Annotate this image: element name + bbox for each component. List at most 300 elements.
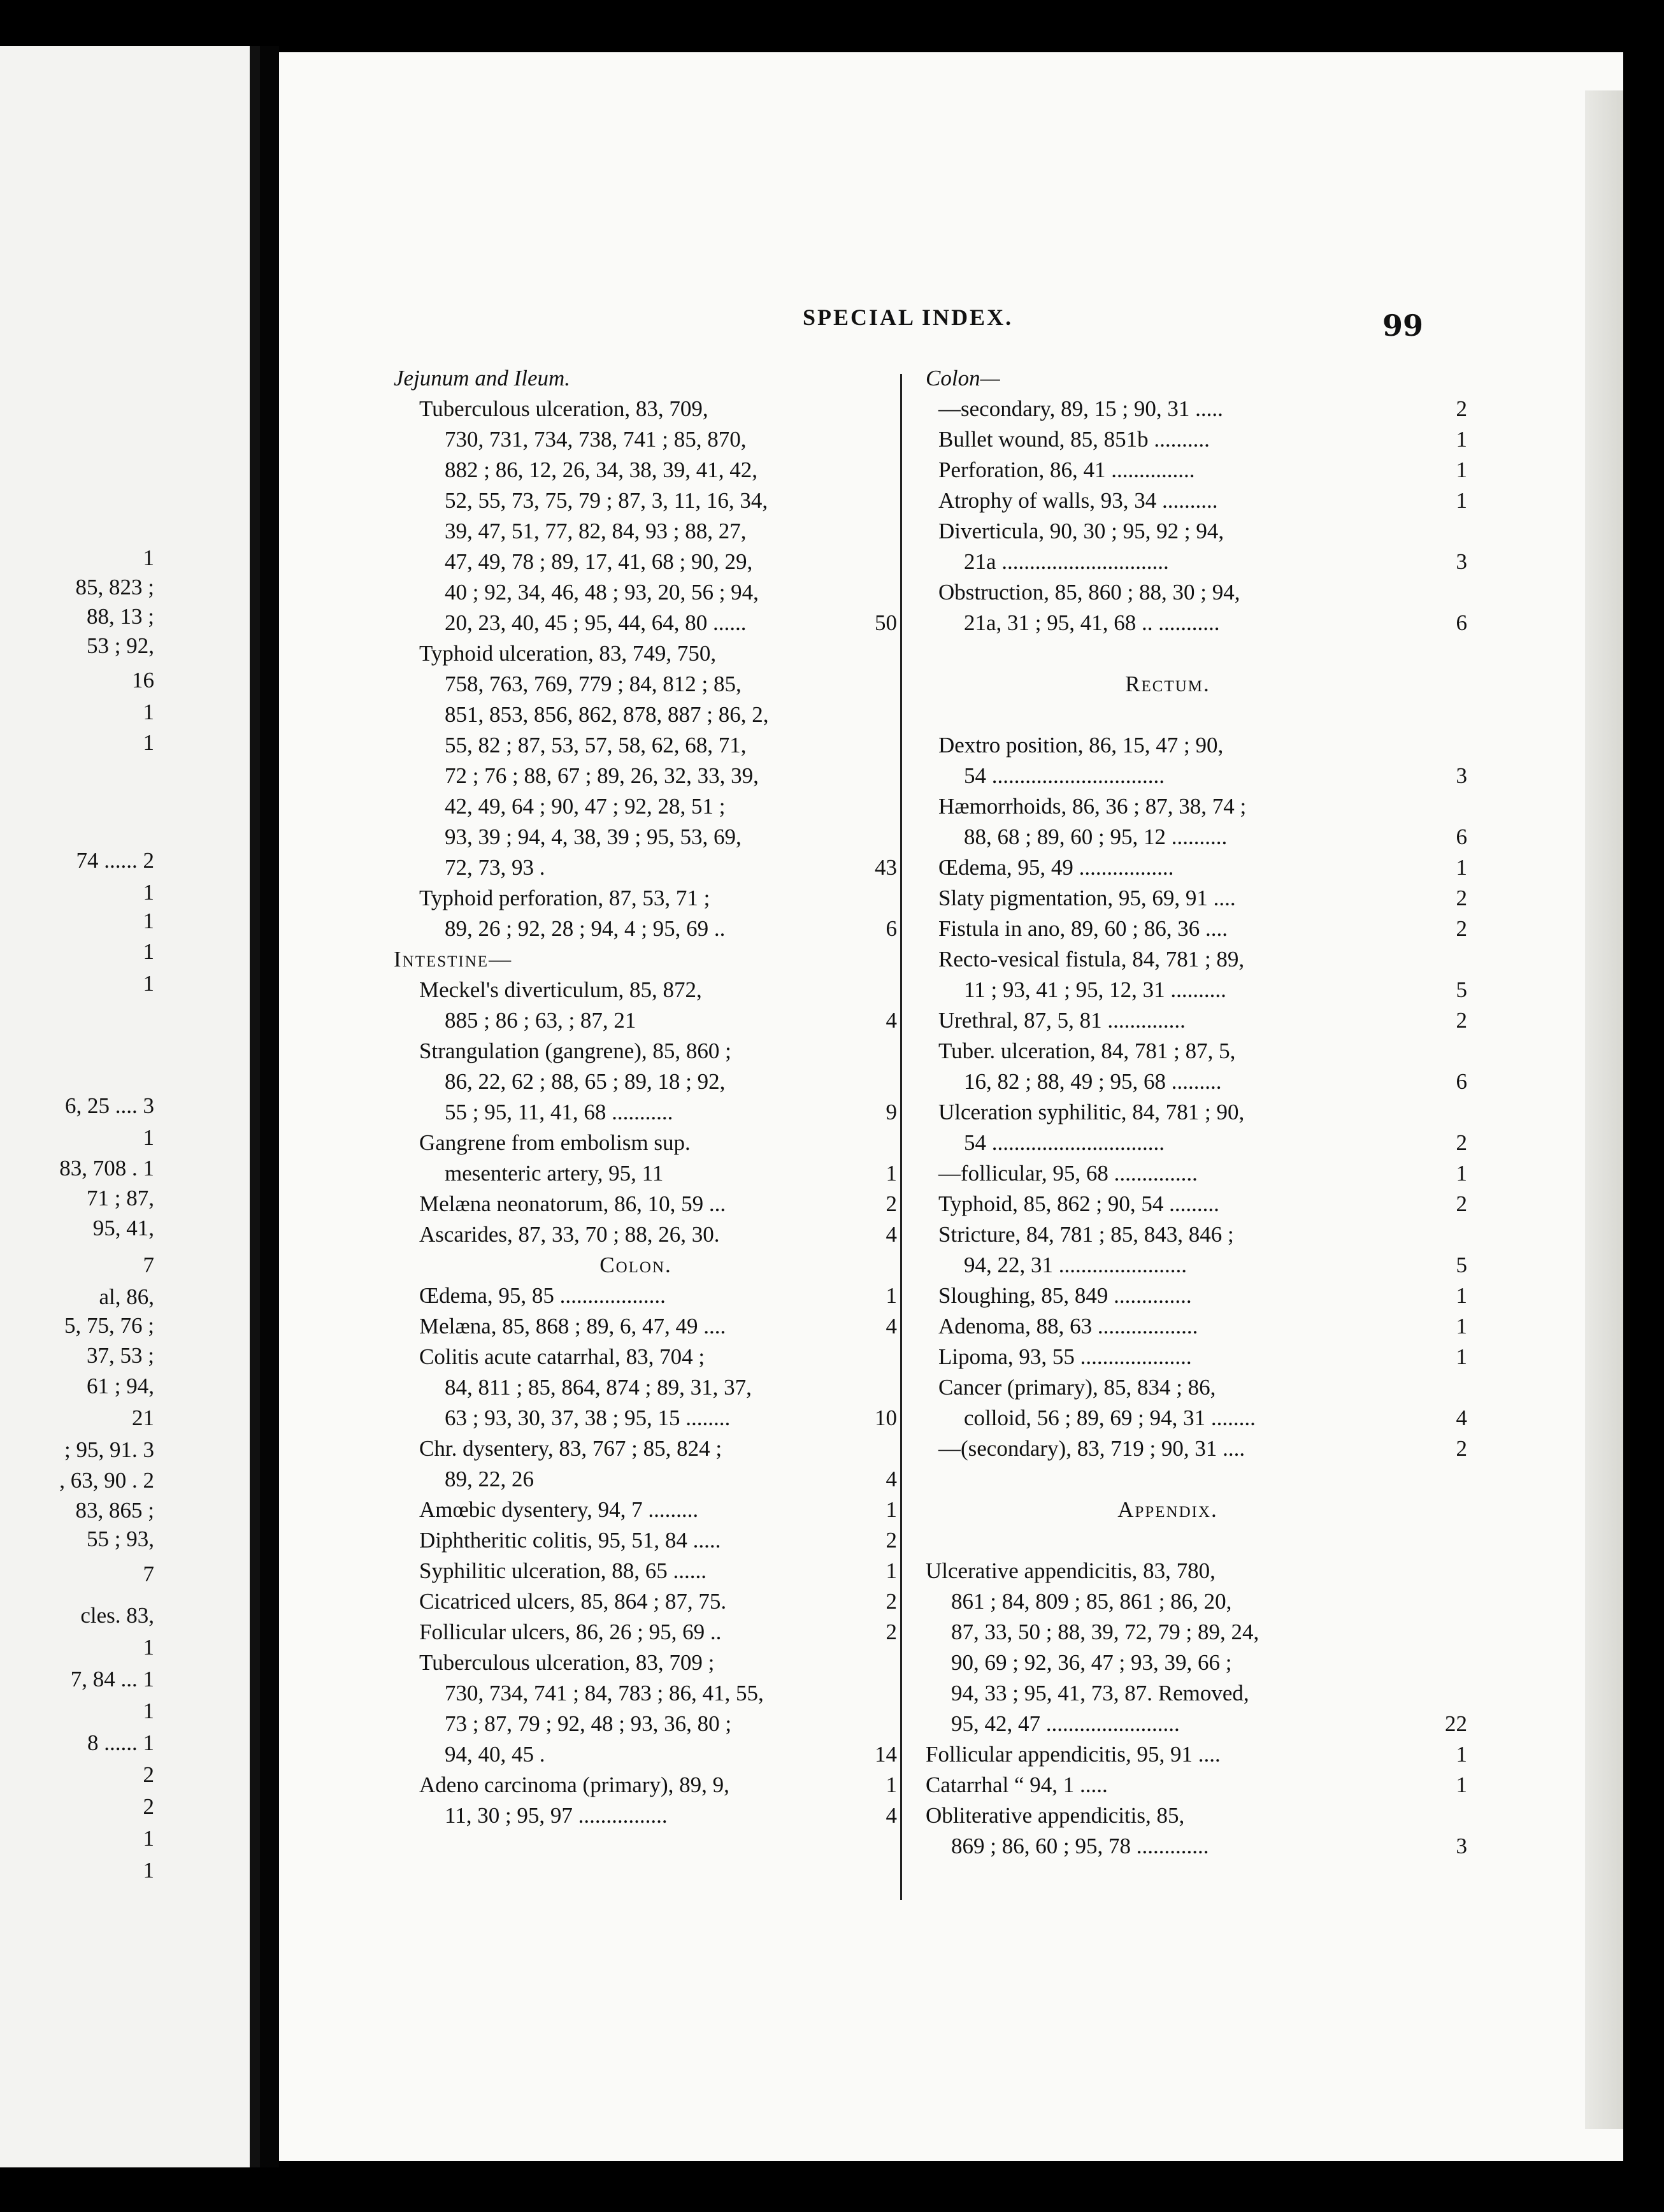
index-entry-line [394, 1372, 903, 1403]
index-entry-line [394, 1525, 903, 1556]
previous-page-line [0, 877, 250, 908]
index-entry-text: 72, 73, 93 . [445, 855, 545, 880]
index-entry-line [394, 1433, 903, 1464]
previous-page-line [0, 1792, 250, 1822]
previous-page-line [0, 1760, 250, 1790]
index-entry-count: 2 [1456, 886, 1467, 910]
index-entry-text: Typhoid ulceration, 83, 749, 750, [419, 641, 717, 666]
previous-page-line-text: 1 [143, 1858, 154, 1883]
index-entry-line [926, 1586, 1435, 1617]
index-entry-text: Typhoid, 85, 862 ; 90, 54 ......... [938, 1191, 1219, 1216]
previous-page-line [0, 1340, 250, 1371]
index-entry-line [926, 1800, 1435, 1831]
index-entry-line [394, 1648, 903, 1678]
page-number: 99 [1382, 308, 1424, 343]
index-entry-line [394, 608, 903, 638]
previous-page-line-text: 1 [143, 700, 154, 724]
index-entry-count: 5 [1456, 1253, 1467, 1277]
index-entry-text: 95, 42, 47 ........................ [951, 1711, 1180, 1736]
previous-page-edge [250, 46, 260, 2167]
index-entry-count: 1 [886, 1772, 897, 1797]
index-entry-count: 1 [1456, 1742, 1467, 1767]
previous-page-line-text: 61 ; 94, [87, 1374, 154, 1398]
index-entry-text: Slaty pigmentation, 95, 69, 91 .... [938, 886, 1236, 910]
previous-page [0, 46, 260, 2167]
index-entry-line [394, 1617, 903, 1648]
index-entry-line [394, 730, 903, 761]
previous-page-line-text: 6, 25 .... 3 [65, 1093, 154, 1118]
previous-page-line [0, 1728, 250, 1758]
index-entry-count: 1 [1456, 488, 1467, 513]
index-entry-line [394, 485, 903, 516]
index-entry-line [926, 1648, 1435, 1678]
index-entry-text: Sloughing, 85, 849 .............. [938, 1283, 1192, 1308]
previous-page-line-text: 74 ...... 2 [76, 848, 154, 873]
index-entry-text: Syphilitic ulceration, 88, 65 ...... [419, 1558, 707, 1583]
index-entry-line [394, 761, 903, 791]
index-entry-text: Dextro position, 86, 15, 47 ; 90, [938, 733, 1224, 758]
previous-page-line-text: 1 [143, 880, 154, 905]
index-entry-count: 6 [1456, 824, 1467, 849]
previous-page-line [0, 1600, 250, 1631]
index-entry-count: 2 [1456, 1130, 1467, 1155]
previous-page-line-text: , 63, 90 . 2 [59, 1468, 154, 1493]
index-entry-line [926, 1311, 1467, 1342]
index-entry-count: 1 [1456, 457, 1467, 482]
index-entry-line [926, 1066, 1467, 1097]
index-entry-line [394, 1219, 903, 1250]
index-entry-line [394, 363, 903, 394]
index-entry-text: Hæmorrhoids, 86, 36 ; 87, 38, 74 ; [938, 794, 1247, 819]
index-entry-line [394, 1158, 903, 1189]
index-entry-text: Gangrene from embolism sup. [419, 1130, 691, 1155]
index-entry-line [926, 1678, 1435, 1709]
previous-page-line [0, 1559, 250, 1590]
previous-page-line-text: 37, 53 ; [87, 1343, 154, 1368]
index-entry-line [394, 516, 903, 547]
index-entry-line [926, 1005, 1467, 1036]
index-entry-text: Meckel's diverticulum, 85, 872, [419, 977, 702, 1002]
index-entry-count: 1 [1456, 855, 1467, 880]
index-entry-text: 882 ; 86, 12, 26, 34, 38, 39, 41, 42, [445, 457, 757, 482]
index-entry-text: 52, 55, 73, 75, 79 ; 87, 3, 11, 16, 34, [445, 488, 768, 513]
index-entry-line [926, 1709, 1467, 1739]
previous-page-line-text: 2 [143, 1762, 154, 1787]
index-entry-text: 63 ; 93, 30, 37, 38 ; 95, 15 ........ [445, 1405, 731, 1430]
index-entry-text: Follicular ulcers, 86, 26 ; 95, 69 .. [419, 1620, 722, 1644]
index-entry-line [394, 1281, 903, 1311]
index-entry-line [394, 1097, 903, 1128]
index-entry-line [926, 1158, 1467, 1189]
index-entry-text: 84, 811 ; 85, 864, 874 ; 89, 31, 37, [445, 1375, 752, 1400]
index-entry-line [926, 577, 1435, 608]
index-entry-text: 55, 82 ; 87, 53, 57, 58, 62, 68, 71, [445, 733, 747, 758]
index-entry-line [394, 638, 903, 669]
previous-page-line-text: 1 [143, 1826, 154, 1851]
index-entry-count: 2 [1456, 1191, 1467, 1216]
index-entry-count: 1 [1456, 1161, 1467, 1186]
previous-page-line-text: ; 95, 91. 3 [64, 1437, 154, 1462]
index-entry-text: Cicatriced ulcers, 85, 864 ; 87, 75. [419, 1589, 727, 1614]
index-entry-line [926, 852, 1467, 883]
index-entry-text: 87, 33, 50 ; 88, 39, 72, 79 ; 89, 24, [951, 1620, 1259, 1644]
index-entry-text: 11, 30 ; 95, 97 ................ [445, 1803, 668, 1828]
index-entry-text: Obliterative appendicitis, 85, [926, 1803, 1185, 1828]
previous-page-line-text: 1 [143, 908, 154, 933]
index-entry-line [394, 852, 903, 883]
index-entry-line [394, 394, 903, 424]
index-entry-line [926, 1097, 1435, 1128]
index-entry-line [394, 791, 903, 822]
index-entry-text: Tuberculous ulceration, 83, 709, [419, 396, 708, 421]
index-entry-count: 43 [875, 855, 897, 880]
index-entry-text: Colitis acute catarrhal, 83, 704 ; [419, 1344, 705, 1369]
index-entry-text: Tuber. ulceration, 84, 781 ; 87, 5, [938, 1038, 1236, 1063]
index-entry-text: 73 ; 87, 79 ; 92, 48 ; 93, 36, 80 ; [445, 1711, 732, 1736]
previous-page-line-text: 1 [143, 545, 154, 570]
previous-page-line-text: 21 [132, 1405, 154, 1430]
index-entry-line [926, 822, 1467, 852]
previous-page-line [0, 1183, 250, 1214]
index-entry-line [926, 1372, 1435, 1403]
index-entry-text: 54 ............................... [964, 1130, 1165, 1155]
index-entry-count: 2 [1456, 396, 1467, 421]
previous-page-line [0, 1664, 250, 1695]
index-entry-line [926, 1617, 1435, 1648]
index-entry-line [394, 1403, 903, 1433]
index-entry-line [394, 669, 903, 700]
index-entry-text: Atrophy of walls, 93, 34 .......... [938, 488, 1218, 513]
index-entry-count: 3 [1456, 1834, 1467, 1858]
index-entry-line [926, 363, 1435, 394]
index-entry-line [926, 1525, 1435, 1556]
index-entry-line [926, 1189, 1467, 1219]
index-entry-text: 86, 22, 62 ; 88, 65 ; 89, 18 ; 92, [445, 1069, 726, 1094]
index-entry-text: 885 ; 86 ; 63, ; 87, 21 [445, 1008, 636, 1033]
index-entry-text: 39, 47, 51, 77, 82, 84, 93 ; 88, 27, [445, 519, 747, 543]
previous-page-line-text: 7 [143, 1253, 154, 1277]
index-entry-line [926, 394, 1467, 424]
previous-page-line [0, 697, 250, 728]
previous-page-line [0, 1524, 250, 1555]
index-entry-line [394, 1189, 903, 1219]
index-entry-line [394, 1770, 903, 1800]
index-entry-line [926, 1831, 1467, 1862]
index-entry-line [926, 1495, 1435, 1525]
index-entry-text: Ulcerative appendicitis, 83, 780, [926, 1558, 1216, 1583]
index-entry-line [926, 669, 1435, 700]
index-entry-line [394, 1342, 903, 1372]
index-entry-count: 3 [1456, 549, 1467, 574]
index-entry-line [394, 700, 903, 730]
index-entry-text: Amœbic dysentery, 94, 7 ......... [419, 1497, 699, 1522]
index-entry-count: 6 [1456, 1069, 1467, 1094]
previous-page-line [0, 1465, 250, 1496]
index-entry-text: colloid, 56 ; 89, 69 ; 94, 31 ........ [964, 1405, 1256, 1430]
index-entry-text: Jejunum and Ileum. [394, 366, 571, 391]
index-entry-text: 90, 69 ; 92, 36, 47 ; 93, 39, 66 ; [951, 1650, 1232, 1675]
previous-page-line-text: 1 [143, 939, 154, 964]
index-entry-count: 6 [886, 916, 897, 941]
index-entry-text: 94, 40, 45 . [445, 1742, 545, 1767]
index-entry-line [926, 455, 1467, 485]
previous-page-line [0, 1282, 250, 1312]
index-entry-text: 72 ; 76 ; 88, 67 ; 89, 26, 32, 33, 39, [445, 763, 759, 788]
previous-page-line-text: 1 [143, 1698, 154, 1723]
index-entry-text: 88, 68 ; 89, 60 ; 95, 12 .......... [964, 824, 1228, 849]
index-entry-text: Perforation, 86, 41 ............... [938, 457, 1195, 482]
index-entry-text: 861 ; 84, 809 ; 85, 861 ; 86, 20, [951, 1589, 1232, 1614]
index-entry-text: 94, 33 ; 95, 41, 73, 87. Removed, [951, 1681, 1249, 1706]
index-entry-text: Obstruction, 85, 860 ; 88, 30 ; 94, [938, 580, 1240, 605]
index-entry-count: 4 [886, 1222, 897, 1247]
index-entry-count: 1 [886, 1283, 897, 1308]
index-entry-text: 730, 734, 741 ; 84, 783 ; 86, 41, 55, [445, 1681, 764, 1706]
index-entry-text: mesenteric artery, 95, 11 [445, 1161, 664, 1186]
previous-page-line [0, 1632, 250, 1663]
index-entry-count: 1 [886, 1497, 897, 1522]
index-entry-line [926, 1219, 1435, 1250]
index-entry-text: 54 ............................... [964, 763, 1165, 788]
previous-page-line-text: 83, 708 . 1 [59, 1156, 154, 1181]
index-entry-text: Fistula in ano, 89, 60 ; 86, 36 .... [938, 916, 1228, 941]
index-entry-text: Ulceration syphilitic, 84, 781 ; 90, [938, 1100, 1245, 1124]
previous-page-line [0, 1153, 250, 1184]
index-entry-text: Adenoma, 88, 63 .................. [938, 1314, 1198, 1339]
index-entry-count: 2 [1456, 1436, 1467, 1461]
index-entry-line [926, 1433, 1467, 1464]
index-entry-text: Urethral, 87, 5, 81 .............. [938, 1008, 1186, 1033]
index-entry-count: 5 [1456, 977, 1467, 1002]
index-entry-line [394, 944, 903, 975]
index-entry-line [394, 1250, 903, 1281]
previous-page-line [0, 845, 250, 876]
index-entry-text: Strangulation (gangrene), 85, 860 ; [419, 1038, 731, 1063]
index-entry-text: Œdema, 95, 85 ................... [419, 1283, 666, 1308]
previous-page-line [0, 728, 250, 758]
running-head: SPECIAL INDEX. [803, 305, 1014, 330]
index-entry-text: —secondary, 89, 15 ; 90, 31 ..... [938, 396, 1223, 421]
previous-page-line [0, 1311, 250, 1341]
index-entry-line [394, 883, 903, 914]
index-entry-text: Adeno carcinoma (primary), 89, 9, [419, 1772, 729, 1797]
index-entry-line [394, 1311, 903, 1342]
previous-page-line-text: 7 [143, 1562, 154, 1586]
index-entry-count: 1 [1456, 1344, 1467, 1369]
previous-page-line-text: 5, 75, 76 ; [64, 1313, 154, 1338]
index-entry-count: 50 [875, 610, 897, 635]
previous-page-line-text: 55 ; 93, [87, 1526, 154, 1551]
previous-page-line [0, 1213, 250, 1244]
index-entry-text: Intestine— [394, 947, 513, 972]
previous-page-line-text: 53 ; 92, [87, 633, 154, 658]
index-entry-count: 2 [886, 1589, 897, 1614]
index-entry-text: 40 ; 92, 34, 46, 48 ; 93, 20, 56 ; 94, [445, 580, 759, 605]
previous-page-line [0, 906, 250, 937]
index-entry-line [394, 1586, 903, 1617]
index-entry-count: 2 [886, 1528, 897, 1553]
index-entry-text: 47, 49, 78 ; 89, 17, 41, 68 ; 90, 29, [445, 549, 753, 574]
index-entry-text: 758, 763, 769, 779 ; 84, 812 ; 85, [445, 672, 742, 696]
index-entry-line [394, 1128, 903, 1158]
index-entry-text: Catarrhal “ 94, 1 ..... [926, 1772, 1108, 1797]
index-entry-line [926, 914, 1467, 944]
index-entry-line [926, 485, 1467, 516]
index-entry-count: 1 [1456, 1314, 1467, 1339]
index-entry-text: 869 ; 86, 60 ; 95, 78 ............. [951, 1834, 1209, 1858]
previous-page-line-text: 95, 41, [92, 1216, 154, 1240]
index-entry-text: Cancer (primary), 85, 834 ; 86, [938, 1375, 1216, 1400]
index-entry-text: 94, 22, 31 ....................... [964, 1253, 1187, 1277]
index-entry-text: Melæna neonatorum, 86, 10, 59 ... [419, 1191, 726, 1216]
index-entry-line [926, 730, 1435, 761]
index-entry-count: 6 [1456, 610, 1467, 635]
index-entry-count: 3 [1456, 763, 1467, 788]
index-entry-line [394, 914, 903, 944]
index-entry-text: Œdema, 95, 49 ................. [938, 855, 1174, 880]
previous-page-line [0, 601, 250, 632]
index-entry-count: 4 [1456, 1405, 1467, 1430]
index-entry-count: 4 [886, 1803, 897, 1828]
previous-page-line-text: 7, 84 ... 1 [70, 1667, 154, 1691]
previous-page-line [0, 1696, 250, 1727]
index-entry-count: 9 [886, 1100, 897, 1124]
index-entry-count: 1 [1456, 427, 1467, 452]
index-entry-line [926, 608, 1467, 638]
book-gutter [260, 46, 279, 2167]
index-entry-text: Colon. [599, 1253, 672, 1277]
index-entry-count: 4 [886, 1314, 897, 1339]
previous-page-line [0, 543, 250, 573]
previous-page-line-text: 71 ; 87, [87, 1186, 154, 1210]
index-entry-line [926, 1739, 1467, 1770]
index-entry-text: 20, 23, 40, 45 ; 95, 44, 64, 80 ...... [445, 610, 747, 635]
previous-page-line [0, 1091, 250, 1121]
index-entry-line [926, 638, 1435, 669]
previous-page-line-text: 8 ...... 1 [87, 1730, 154, 1755]
previous-page-line [0, 1823, 250, 1854]
index-entry-line [394, 975, 903, 1005]
index-entry-line [394, 1739, 903, 1770]
previous-page-line [0, 631, 250, 661]
index-entry-count: 4 [886, 1467, 897, 1491]
previous-page-line-text: 85, 823 ; [75, 575, 154, 600]
index-entry-text: —follicular, 95, 68 ............... [938, 1161, 1198, 1186]
previous-page-line-text: 1 [143, 1125, 154, 1150]
index-entry-text: 55 ; 95, 11, 41, 68 ........... [445, 1100, 673, 1124]
index-entry-line [394, 1800, 903, 1831]
index-entry-line [394, 1709, 903, 1739]
index-entry-line [394, 822, 903, 852]
index-entry-text: Ascarides, 87, 33, 70 ; 88, 26, 30. [419, 1222, 720, 1247]
index-entry-line [926, 516, 1435, 547]
index-entry-count: 2 [1456, 916, 1467, 941]
index-entry-text: Recto-vesical fistula, 84, 781 ; 89, [938, 947, 1245, 972]
previous-page-line-text: al, 86, [99, 1284, 154, 1309]
index-entry-text: —(secondary), 83, 719 ; 90, 31 .... [938, 1436, 1245, 1461]
index-entry-line [926, 883, 1467, 914]
index-entry-count: 1 [1456, 1283, 1467, 1308]
index-entry-count: 10 [875, 1405, 897, 1430]
previous-page-line [0, 1123, 250, 1153]
index-entry-text: 851, 853, 856, 862, 878, 887 ; 86, 2, [445, 702, 769, 727]
index-entry-line [926, 761, 1467, 791]
index-entry-line [926, 1770, 1467, 1800]
index-entry-line [394, 1464, 903, 1495]
index-entry-text: Tuberculous ulceration, 83, 709 ; [419, 1650, 715, 1675]
index-entry-text: 16, 82 ; 88, 49 ; 95, 68 ......... [964, 1069, 1222, 1094]
index-entry-line [394, 1678, 903, 1709]
index-entry-text: Appendix. [1117, 1497, 1218, 1522]
previous-page-line [0, 968, 250, 999]
index-entry-count: 22 [1445, 1711, 1467, 1736]
index-entry-text: Rectum. [1125, 672, 1210, 696]
previous-page-line-text: 1 [143, 971, 154, 996]
index-entry-line [926, 1342, 1467, 1372]
index-entry-line [394, 1005, 903, 1036]
index-entry-count: 4 [886, 1008, 897, 1033]
index-entry-line [394, 1495, 903, 1525]
index-entry-line [926, 1250, 1467, 1281]
index-entry-text: 730, 731, 734, 738, 741 ; 85, 870, [445, 427, 747, 452]
index-entry-text: Chr. dysentery, 83, 767 ; 85, 824 ; [419, 1436, 722, 1461]
previous-page-line [0, 1250, 250, 1281]
index-entry-text: 21a, 31 ; 95, 41, 68 .. ........... [964, 610, 1220, 635]
index-entry-text: Follicular appendicitis, 95, 91 .... [926, 1742, 1221, 1767]
previous-page-line [0, 665, 250, 696]
index-entry-count: 1 [1456, 1772, 1467, 1797]
previous-page-line-text: 2 [143, 1794, 154, 1819]
index-entry-line [394, 424, 903, 455]
index-entry-text: Colon— [926, 366, 1000, 391]
index-entry-line [926, 975, 1467, 1005]
index-entry-line [926, 1464, 1435, 1495]
index-entry-text: Bullet wound, 85, 851b .......... [938, 427, 1210, 452]
index-entry-line [394, 577, 903, 608]
index-entry-line [926, 944, 1435, 975]
index-entry-text: Melæna, 85, 868 ; 89, 6, 47, 49 .... [419, 1314, 726, 1339]
index-entry-line [926, 1036, 1435, 1066]
index-entry-text: Typhoid perforation, 87, 53, 71 ; [419, 886, 710, 910]
index-entry-text: 42, 49, 64 ; 90, 47 ; 92, 28, 51 ; [445, 794, 726, 819]
previous-page-line [0, 1371, 250, 1402]
previous-page-line-text: 1 [143, 1635, 154, 1660]
right-index-column [926, 363, 1467, 1862]
previous-page-line [0, 572, 250, 603]
index-entry-line [394, 455, 903, 485]
previous-page-line-text: 1 [143, 730, 154, 755]
index-entry-line [394, 547, 903, 577]
index-entry-line [926, 791, 1435, 822]
index-entry-text: Lipoma, 93, 55 .................... [938, 1344, 1192, 1369]
index-entry-text: 89, 22, 26 [445, 1467, 534, 1491]
index-entry-count: 1 [886, 1558, 897, 1583]
previous-page-line [0, 1435, 250, 1465]
column-divider [900, 374, 902, 1900]
previous-page-line-text: 83, 865 ; [75, 1498, 154, 1523]
index-entry-text: 93, 39 ; 94, 4, 38, 39 ; 95, 53, 69, [445, 824, 742, 849]
index-entry-count: 14 [875, 1742, 897, 1767]
index-entry-line [926, 1403, 1467, 1433]
index-page [279, 52, 1623, 2161]
index-entry-count: 2 [886, 1620, 897, 1644]
index-entry-line [926, 1281, 1467, 1311]
index-entry-count: 2 [886, 1191, 897, 1216]
previous-page-line [0, 1403, 250, 1433]
index-entry-line [926, 700, 1435, 730]
index-entry-line [394, 1066, 903, 1097]
previous-page-line-text: 16 [132, 668, 154, 693]
